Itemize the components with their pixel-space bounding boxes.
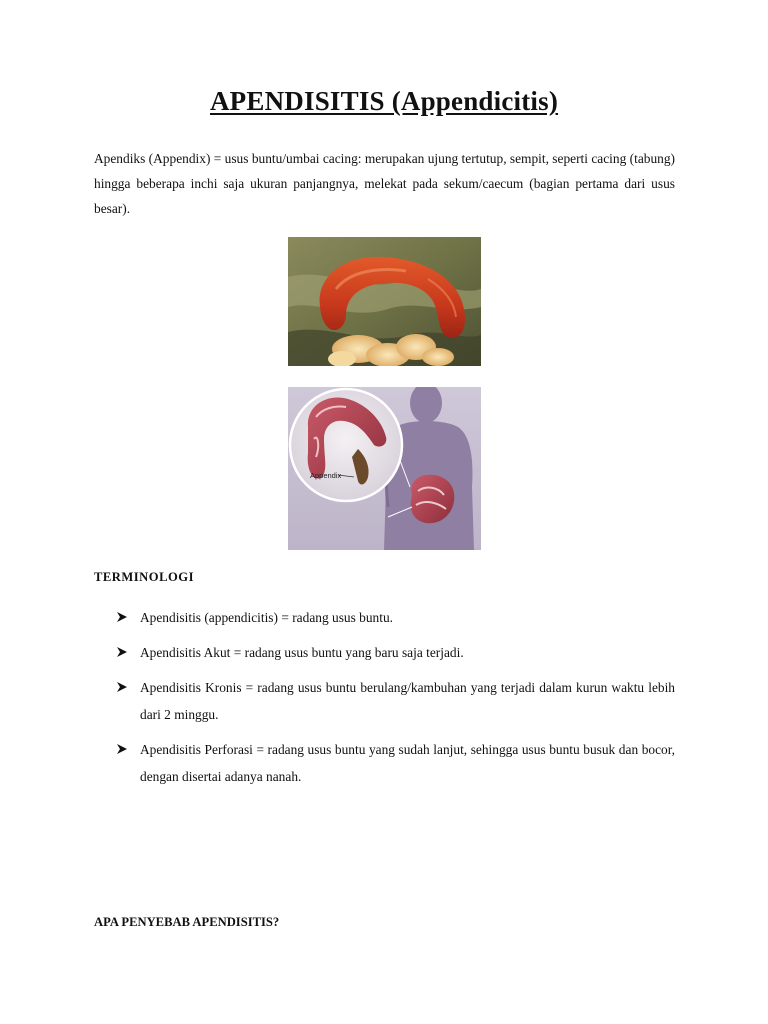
term-text: Apendisitis Perforasi = radang usus buntu yang sudah lanjut, sehingga usus buntu busuk dan bocor, dengan disertai adanya nanah.: [140, 742, 675, 784]
list-item: [94, 639, 675, 666]
arrow-bullet-icon: [116, 611, 128, 623]
appendix-photo-image: [288, 237, 481, 366]
terminology-heading: TERMINOLOGI: [94, 570, 194, 584]
list-item: [94, 674, 675, 728]
document-title: APENDISITIS (Appendicitis): [209, 86, 559, 116]
appendix-photo: [288, 237, 481, 366]
term-text: Apendisitis Akut = radang usus buntu yang baru saja terjadi.: [140, 645, 464, 660]
cause-heading: APA PENYEBAB APENDISITIS?: [94, 915, 280, 929]
appendix-illustration: [288, 387, 481, 550]
intro-paragraph: Apendiks (Appendix) = usus buntu/umbai cacing: merupakan ujung tertutup, sempit, seperti cacing (tabung) hingga beberapa inchi saja ukuran panjangnya, melekat pada sekum/caecum (bagian pertama dari usus besar).: [94, 151, 675, 216]
appendix-illustration-image: [288, 387, 481, 550]
arrow-bullet-icon: [116, 743, 128, 755]
list-item: [94, 736, 675, 790]
arrow-bullet-icon: [116, 646, 128, 658]
list-item: [94, 604, 675, 631]
term-text: Apendisitis Kronis = radang usus buntu berulang/kambuhan yang terjadi dalam kurun waktu lebih dari 2 minggu.: [140, 680, 675, 722]
term-text: Apendisitis (appendicitis) = radang usus buntu.: [140, 610, 394, 625]
terminology-list: [94, 604, 675, 790]
arrow-bullet-icon: [116, 681, 128, 693]
appendix-callout-label: Appendix: [310, 471, 342, 480]
